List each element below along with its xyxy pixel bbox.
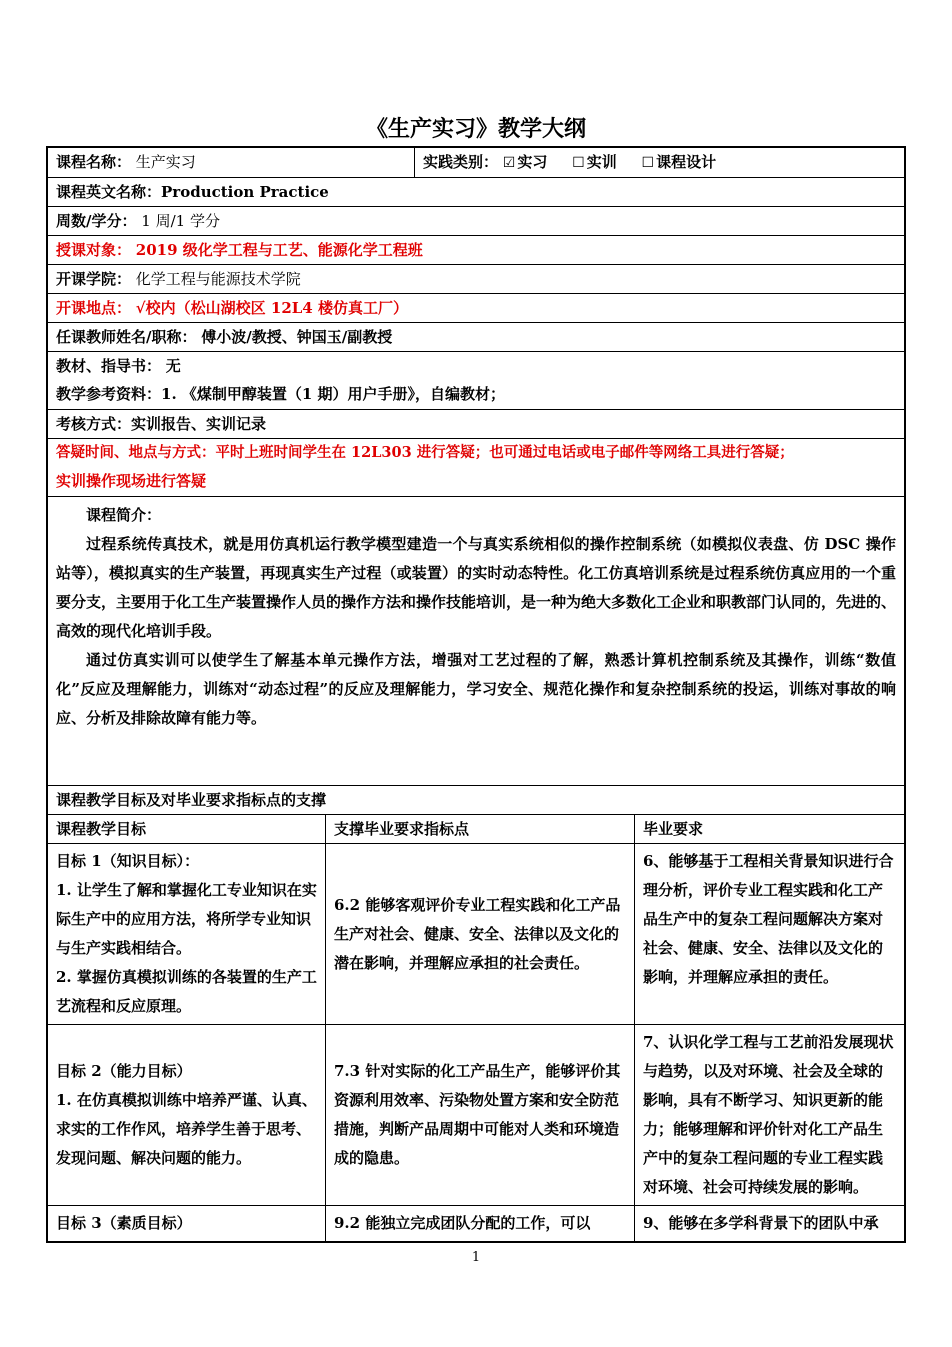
textbook-value: 无 (165, 357, 181, 375)
indicator-cell-1: 6.2 能够客观评价专业工程实践和化工产品生产对社会、健康、安全、法律以及文化的潜在影响，并理解应承担的社会责任。 (325, 844, 634, 1025)
intro-paragraph-2: 通过仿真实训可以使学生了解基本单元操作方法，增强对工艺过程的了解，熟悉计算机控制系统及其操作，训练“数值化”反应及理解能力，训练对“动态过程”的反应及理解能力，学习安全、规范化操作和复杂控制系统的投运，训练对事故的响应、分析及排除故障有能力等。 (56, 651, 896, 727)
requirement-cell-3: 9、能够在多学科背景下的团队中承 (634, 1206, 904, 1241)
course-name-row (48, 148, 904, 178)
course-name-value: 生产实习 (135, 153, 196, 171)
unchecked-box-icon: ☐ (641, 155, 655, 171)
course-name-label: 课程名称： (56, 153, 132, 171)
intro-heading: 课程简介： (86, 506, 162, 524)
location-row (48, 294, 904, 323)
indicator-cell-3: 9.2 能独立完成团队分配的工作，可以 (325, 1206, 634, 1241)
weeks-label: 周数/学分： (56, 212, 137, 230)
requirement-cell-1: 6、能够基于工程相关背景知识进行合理分析，评价专业工程实践和化工产品生产中的复杂工程问题解决方案对社会、健康、安全、法律以及文化的影响，并理解应承担的责任。 (634, 844, 904, 1025)
option-internship[interactable]: ☑ 实习 (502, 153, 548, 171)
qa-line-1: 答疑时间、地点与方式：平时上班时间学生在 12L303 进行答疑；也可通过电话或电子邮件等网络工具进行答疑； (56, 444, 794, 461)
target-value: 2019 级化学工程与工艺、能源化学工程班 (135, 241, 423, 259)
syllabus-table (46, 146, 906, 1243)
goal-cell-1: 目标 1（知识目标）： 1. 让学生了解和掌握化工专业知识在实际生产中的应用方法，将所学专业知识与生产实践相结合。 2. 掌握仿真模拟训练的各装置的生产工艺流程和反应原理。 (48, 844, 325, 1025)
target-label: 授课对象： (56, 241, 132, 259)
qa-line-2: 实训操作现场进行答疑 (56, 472, 207, 490)
page-number: 1 (471, 1250, 481, 1265)
checked-box-icon: ☑ (502, 155, 516, 171)
assessment-label: 考核方式： (56, 415, 132, 433)
goal-cell-3: 目标 3（素质目标） (56, 1214, 192, 1232)
assessment-value: 实训报告、实训记录 (131, 415, 267, 433)
english-name-value: Production Practice (161, 183, 329, 201)
option-training[interactable]: ☐ 实训 (572, 153, 617, 171)
unchecked-box-icon: ☐ (572, 155, 585, 171)
reference-value: 1. 《煤制甲醇装置（1 期）用户手册》，自编教材； (161, 385, 506, 403)
goal-cell-2: 目标 2（能力目标） 1. 在仿真模拟训练中培养严谨、认真、求实的工作作风，培养学生善于思考、发现问题、解决问题的能力。 (48, 1025, 325, 1206)
weeks-credits-row (48, 207, 904, 236)
course-intro (48, 497, 904, 786)
english-name-row (48, 178, 904, 207)
college-label: 开课学院： (56, 270, 132, 288)
english-name-label: 课程英文名称： (56, 183, 162, 201)
column-header-goal: 课程教学目标 (48, 815, 325, 844)
reference-label: 教学参考资料： (56, 385, 162, 403)
indicator-cell-2: 7.3 针对实际的化工产品生产，能够评价其资源利用效率、污染物处置方案和安全防范措施，判断产品周期中可能对人类和环境造成的隐患。 (325, 1025, 634, 1206)
teacher-row (48, 323, 904, 352)
objectives-table (48, 815, 904, 1241)
teacher-label: 任课教师姓名/职称： (56, 328, 197, 346)
location-value: √校内（松山湖校区 12L4 楼仿真工厂） (135, 299, 408, 317)
option-course-design[interactable]: ☐ 课程设计 (641, 153, 717, 171)
college-row (48, 265, 904, 294)
teacher-value: 傅小波/教授、钟国玉/副教授 (201, 328, 393, 346)
column-header-requirement: 毕业要求 (634, 815, 904, 844)
target-students-row (48, 236, 904, 265)
objectives-section-title: 课程教学目标及对毕业要求指标点的支撑 (48, 786, 904, 815)
document-title: 《生产实习》教学大纲 (365, 116, 586, 142)
column-header-indicator: 支撑毕业要求指标点 (325, 815, 634, 844)
assessment-row (48, 410, 904, 439)
practice-type-label: 实践类别： (423, 153, 499, 171)
location-label: 开课地点： (56, 299, 132, 317)
requirement-cell-2: 7、认识化学工程与工艺前沿发展现状与趋势，以及对环境、社会及全球的影响，具有不断学习、知识更新的能力；能够理解和评价针对化工产品生产中的复杂工程问题的专业工程实践对环境、社会可持续发展的影响。 (634, 1025, 904, 1206)
textbook-reference-row (48, 352, 904, 410)
qa-row (48, 439, 904, 497)
weeks-value: 1 周/1 学分 (141, 212, 220, 230)
college-value: 化学工程与能源技术学院 (135, 270, 301, 288)
textbook-label: 教材、指导书： (56, 357, 162, 375)
intro-paragraph-1: 过程系统传真技术，就是用仿真机运行教学模型建造一个与真实系统相似的操作控制系统（如模拟仪表盘、仿 DSC 操作站等），模拟真实的生产装置，再现真实生产过程（或装置）的实时动态特性。化工仿真培训系统是过程系统仿真应用的一个重要分支，主要用于化工生产装置操作人员的操作方法和操作技能培训，是一种为绝大多数化工企业和职教部门认同的，先进的、高效的现代化培训手段。 (56, 535, 897, 640)
